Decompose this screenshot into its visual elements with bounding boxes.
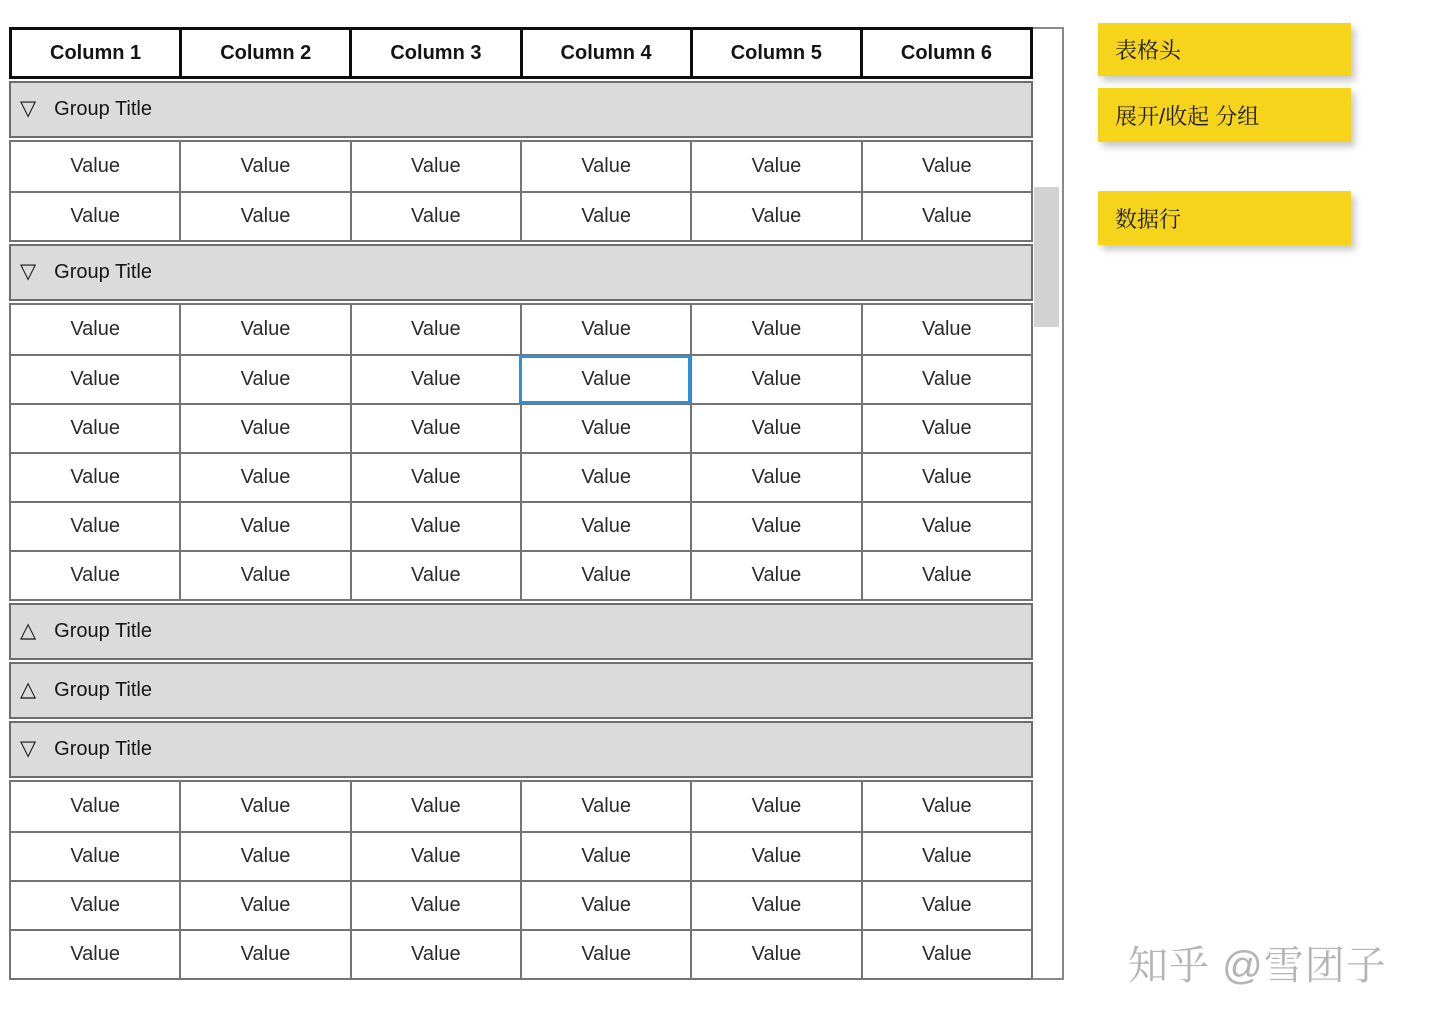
table-cell[interactable]: Value — [861, 305, 1031, 354]
group-header-row[interactable] — [9, 721, 1033, 778]
table-cell[interactable]: Value — [70, 845, 120, 867]
table-cell[interactable]: Value — [350, 142, 520, 191]
table-row — [11, 452, 1031, 501]
triangle-up-icon: △ — [20, 619, 37, 642]
table-row — [11, 191, 1031, 240]
note-table-header-label: 表格头 — [1115, 38, 1182, 63]
table-cell[interactable]: Value — [70, 205, 120, 227]
table-cell[interactable]: Value — [861, 931, 1031, 978]
note-data-row — [1098, 191, 1351, 245]
table-cell[interactable]: Value — [861, 454, 1031, 501]
table — [9, 27, 1033, 980]
table-cell[interactable]: Value — [520, 305, 690, 354]
column-header: Column 6 — [900, 41, 992, 64]
table-row — [11, 403, 1031, 452]
table-cell[interactable]: Value — [690, 356, 860, 403]
note-expand-collapse-group-label: 展开/收起 分组 — [1115, 103, 1260, 129]
table-cell[interactable]: Value — [690, 305, 860, 354]
table-cell[interactable]: Value — [179, 356, 349, 403]
table-cell[interactable]: Value — [690, 405, 860, 452]
table-cell[interactable]: Value — [520, 405, 690, 452]
table-cell[interactable]: Value — [70, 795, 120, 817]
selected-cell[interactable]: Value — [520, 356, 690, 403]
table-row — [11, 501, 1031, 550]
table-cell[interactable]: Value — [350, 356, 520, 403]
table-cell[interactable]: Value — [350, 405, 520, 452]
table-cell[interactable]: Value — [861, 356, 1031, 403]
table-cell[interactable]: Value — [70, 564, 120, 586]
table-cell[interactable]: Value — [179, 193, 349, 240]
column-header: Column 5 — [693, 30, 863, 76]
table-cell[interactable]: Value — [520, 552, 690, 599]
table-cell[interactable]: Value — [179, 782, 349, 831]
triangle-up-icon: △ — [20, 678, 37, 701]
note-table-header — [1098, 23, 1351, 76]
group-title: Group Title — [54, 620, 152, 642]
table-cell[interactable]: Value — [350, 552, 520, 599]
table-row — [11, 929, 1031, 978]
table-cell[interactable]: Value — [861, 782, 1031, 831]
column-header: Column 3 — [352, 30, 522, 76]
table-row — [11, 550, 1031, 599]
group-title: Group Title — [54, 98, 152, 120]
group-header-row[interactable] — [9, 81, 1033, 138]
table-cell[interactable]: Value — [861, 405, 1031, 452]
table-header-row — [9, 27, 1033, 79]
group-title: Group Title — [54, 679, 152, 701]
note-data-row-label: 数据行 — [1115, 206, 1182, 232]
table-cell[interactable]: Value — [70, 515, 120, 537]
table-row — [11, 354, 1031, 403]
table-cell[interactable]: Value — [179, 882, 349, 929]
table-cell[interactable]: Value — [690, 193, 860, 240]
table-cell[interactable]: Value — [690, 503, 860, 550]
triangle-down-icon: ▽ — [20, 260, 37, 283]
table-cell[interactable]: Value — [520, 142, 690, 191]
table-cell[interactable]: Value — [690, 833, 860, 880]
grouped-table — [9, 27, 1064, 980]
table-cell[interactable]: Value — [520, 782, 690, 831]
table-cell[interactable]: Value — [70, 417, 120, 439]
group-header-row[interactable] — [9, 662, 1033, 719]
triangle-down-icon: ▽ — [20, 97, 37, 120]
table-cell[interactable]: Value — [70, 155, 120, 177]
table-row — [11, 142, 1031, 191]
data-rows-block — [9, 140, 1033, 242]
table-cell[interactable]: Value — [690, 552, 860, 599]
scrollbar-track[interactable] — [1033, 27, 1064, 980]
table-cell[interactable]: Value — [861, 833, 1031, 880]
group-header-row[interactable] — [9, 603, 1033, 660]
table-row — [11, 782, 1031, 831]
table-cell[interactable]: Value — [861, 882, 1031, 929]
group-title: Group Title — [54, 261, 152, 283]
watermark: 知乎 @雪团子 — [1128, 944, 1387, 988]
table-cell[interactable]: Value — [350, 193, 520, 240]
table-cell[interactable]: Value — [179, 142, 349, 191]
table-cell[interactable]: Value — [350, 305, 520, 354]
column-header: Column 4 — [523, 30, 693, 76]
table-cell[interactable]: Value — [520, 931, 690, 978]
table-cell[interactable]: Value — [179, 454, 349, 501]
table-cell[interactable]: Value — [350, 454, 520, 501]
table-cell[interactable]: Value — [861, 552, 1031, 599]
column-header: Column 1 — [12, 30, 182, 76]
table-cell[interactable]: Value — [350, 503, 520, 550]
column-header: Column 2 — [182, 30, 352, 76]
table-cell[interactable]: Value — [350, 782, 520, 831]
table-cell[interactable]: Value — [179, 305, 349, 354]
table-row — [11, 305, 1031, 354]
table-cell[interactable]: Value — [520, 833, 690, 880]
table-cell[interactable]: Value — [690, 454, 860, 501]
table-cell[interactable]: Value — [179, 931, 349, 978]
scrollbar-thumb[interactable] — [1034, 187, 1059, 327]
table-cell[interactable]: Value — [861, 503, 1031, 550]
table-cell[interactable]: Value — [690, 142, 860, 191]
note-expand-collapse-group — [1098, 88, 1351, 142]
table-cell[interactable]: Value — [690, 931, 860, 978]
table-cell[interactable]: Value — [350, 931, 520, 978]
group-title: Group Title — [54, 738, 152, 760]
table-cell[interactable]: Value — [520, 193, 690, 240]
table-cell[interactable]: Value — [70, 943, 120, 965]
table-cell[interactable]: Value — [70, 466, 120, 488]
table-cell[interactable]: Value — [690, 782, 860, 831]
table-cell[interactable]: Value — [350, 833, 520, 880]
triangle-down-icon: ▽ — [20, 737, 37, 760]
data-rows-block — [9, 780, 1033, 980]
table-row — [11, 831, 1031, 880]
table-cell[interactable]: Value — [861, 142, 1031, 191]
table-cell[interactable]: Value — [179, 503, 349, 550]
table-cell[interactable]: Value — [520, 454, 690, 501]
table-cell[interactable]: Value — [70, 894, 120, 916]
table-cell[interactable]: Value — [179, 833, 349, 880]
table-cell[interactable]: Value — [861, 193, 1031, 240]
table-cell[interactable]: Value — [520, 503, 690, 550]
table-cell[interactable]: Value — [70, 368, 120, 390]
data-rows-block — [9, 303, 1033, 601]
table-cell[interactable]: Value — [520, 882, 690, 929]
table-cell[interactable]: Value — [179, 405, 349, 452]
table-cell[interactable]: Value — [179, 552, 349, 599]
group-header-row[interactable] — [9, 244, 1033, 301]
table-cell[interactable]: Value — [690, 882, 860, 929]
table-cell[interactable]: Value — [350, 882, 520, 929]
table-row — [11, 880, 1031, 929]
table-cell[interactable]: Value — [70, 318, 120, 340]
